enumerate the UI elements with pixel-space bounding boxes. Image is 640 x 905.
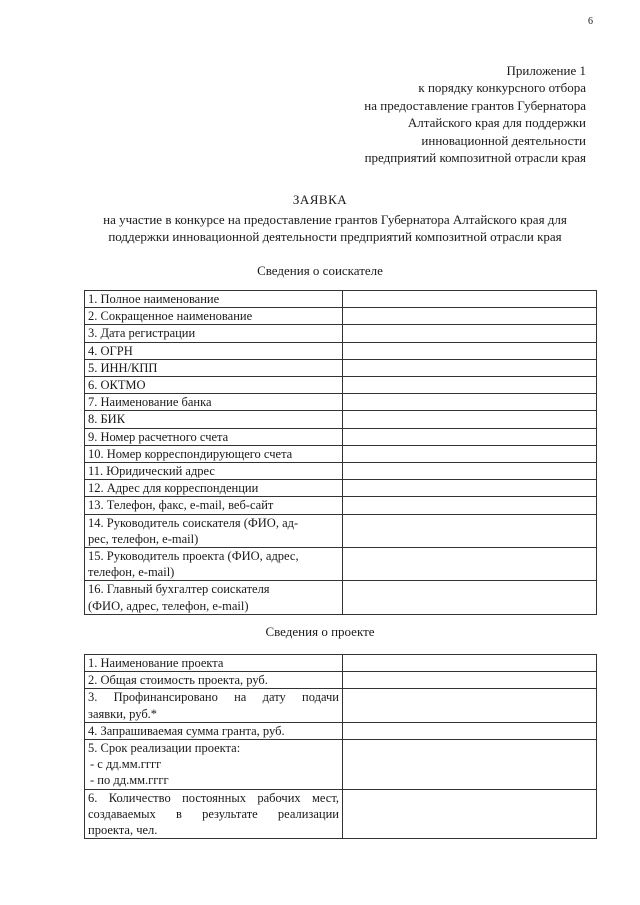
label-line: 3. Дата регистрации <box>88 326 196 341</box>
document-title: ЗАЯВКА <box>292 192 348 207</box>
label-line: проекта, чел. <box>88 823 158 838</box>
field-value-cell[interactable] <box>343 308 597 325</box>
table-row <box>85 497 597 514</box>
table-row <box>85 514 597 547</box>
appendix-line: на предоставление грантов Губернатора <box>364 97 586 113</box>
appendix-header <box>256 62 586 166</box>
appendix-line: предприятий композитной отрасли края <box>364 150 586 166</box>
label-line: 5. Срок реализации проекта: <box>88 741 241 756</box>
field-label <box>85 411 343 428</box>
field-value-cell[interactable] <box>343 480 597 497</box>
label-line: 3. Профинансировано на дату подачи <box>88 690 339 705</box>
label-line: (ФИО, адрес, телефон, e-mail) <box>88 598 249 613</box>
label-line: 14. Руководитель соискателя (ФИО, ад- <box>88 515 299 530</box>
field-label <box>85 789 343 839</box>
field-label <box>85 480 343 497</box>
field-label <box>85 445 343 462</box>
document-subtitle <box>70 211 600 245</box>
label-line: рес, телефон, e-mail) <box>88 531 199 546</box>
field-label <box>85 308 343 325</box>
table-row <box>85 740 597 790</box>
label-line: 6. ОКТМО <box>88 378 146 393</box>
table-row <box>85 308 597 325</box>
field-label <box>85 722 343 739</box>
field-label <box>85 497 343 514</box>
label-line: заявки, руб.* <box>88 706 158 721</box>
label-line: 8. БИК <box>88 412 126 427</box>
label-line: 11. Юридический адрес <box>88 464 215 479</box>
field-value-cell[interactable] <box>343 445 597 462</box>
field-label <box>85 548 343 581</box>
page-number: 6 <box>588 16 593 27</box>
field-label <box>85 514 343 547</box>
field-value-cell[interactable] <box>343 291 597 308</box>
field-label <box>85 291 343 308</box>
field-label <box>85 428 343 445</box>
table-row <box>85 722 597 739</box>
field-label <box>85 581 343 614</box>
field-label <box>85 740 343 790</box>
field-value-cell[interactable] <box>343 497 597 514</box>
project-info-table <box>84 654 597 839</box>
applicant-info-table <box>84 290 597 615</box>
field-label <box>85 655 343 672</box>
appendix-line: Алтайского края для поддержки <box>407 115 586 131</box>
label-line: 5. ИНН/КПП <box>88 360 158 375</box>
table-row <box>85 463 597 480</box>
field-value-cell[interactable] <box>343 548 597 581</box>
appendix-line: к порядку конкурсного отбора <box>418 80 586 96</box>
table-row <box>85 359 597 376</box>
field-value-cell[interactable] <box>343 411 597 428</box>
field-value-cell[interactable] <box>343 672 597 689</box>
field-value-cell[interactable] <box>343 789 597 839</box>
field-value-cell[interactable] <box>343 377 597 394</box>
table-row <box>85 672 597 689</box>
subtitle-line: на участие в конкурсе на предоставление грантов Губернатора Алтайского края для <box>103 212 567 227</box>
field-value-cell[interactable] <box>343 581 597 614</box>
table-row <box>85 789 597 839</box>
label-line: 10. Номер корреспондирующего счета <box>88 446 293 461</box>
field-value-cell[interactable] <box>343 655 597 672</box>
applicant-section-heading: Сведения о соискателе <box>257 263 383 278</box>
label-line: 4. Запрашиваемая сумма гранта, руб. <box>88 723 285 738</box>
table-row <box>85 291 597 308</box>
table-row <box>85 689 597 722</box>
subtitle-line: поддержки инновационной деятельности предприятий композитной отрасли края <box>108 229 562 244</box>
label-line: 13. Телефон, факс, e-mail, веб-сайт <box>88 498 274 513</box>
appendix-line: Приложение 1 <box>506 63 586 78</box>
label-line: - с дд.мм.гггг <box>90 757 162 772</box>
field-value-cell[interactable] <box>343 514 597 547</box>
label-line: телефон, e-mail) <box>88 565 175 580</box>
label-line: 1. Полное наименование <box>88 292 220 306</box>
table-row <box>85 342 597 359</box>
table-row <box>85 581 597 614</box>
appendix-line: инновационной деятельности <box>421 132 586 148</box>
field-label <box>85 342 343 359</box>
field-label <box>85 377 343 394</box>
field-value-cell[interactable] <box>343 689 597 722</box>
table-row <box>85 411 597 428</box>
field-value-cell[interactable] <box>343 463 597 480</box>
table-row <box>85 394 597 411</box>
label-line: 16. Главный бухгалтер соискателя <box>88 582 270 597</box>
table-row <box>85 445 597 462</box>
table-row <box>85 428 597 445</box>
table-row <box>85 325 597 342</box>
label-line: 4. ОГРН <box>88 343 133 358</box>
table-row <box>85 480 597 497</box>
field-value-cell[interactable] <box>343 342 597 359</box>
field-value-cell[interactable] <box>343 394 597 411</box>
table-row <box>85 377 597 394</box>
field-label <box>85 689 343 722</box>
field-value-cell[interactable] <box>343 428 597 445</box>
label-line: 1. Наименование проекта <box>88 656 224 670</box>
label-line: 2. Сокращенное наименование <box>88 309 253 324</box>
field-value-cell[interactable] <box>343 359 597 376</box>
project-section-heading: Сведения о проекте <box>265 624 375 639</box>
label-line: 6. Количество постоянных рабочих мест, <box>88 790 339 805</box>
field-label <box>85 463 343 480</box>
field-value-cell[interactable] <box>343 722 597 739</box>
field-label <box>85 325 343 342</box>
label-line: 15. Руководитель проекта (ФИО, адрес, <box>88 549 299 564</box>
field-label <box>85 672 343 689</box>
field-label <box>85 394 343 411</box>
label-line: 9. Номер расчетного счета <box>88 429 229 444</box>
label-line: 7. Наименование банка <box>88 395 212 410</box>
label-line: - по дд.мм.гггг <box>90 773 169 788</box>
label-line: создаваемых в результате реализации <box>88 806 339 821</box>
table-row <box>85 548 597 581</box>
table-row <box>85 655 597 672</box>
field-value-cell[interactable] <box>343 325 597 342</box>
field-label <box>85 359 343 376</box>
label-line: 2. Общая стоимость проекта, руб. <box>88 673 268 688</box>
field-value-cell[interactable] <box>343 740 597 790</box>
label-line: 12. Адрес для корреспонденции <box>88 481 259 496</box>
